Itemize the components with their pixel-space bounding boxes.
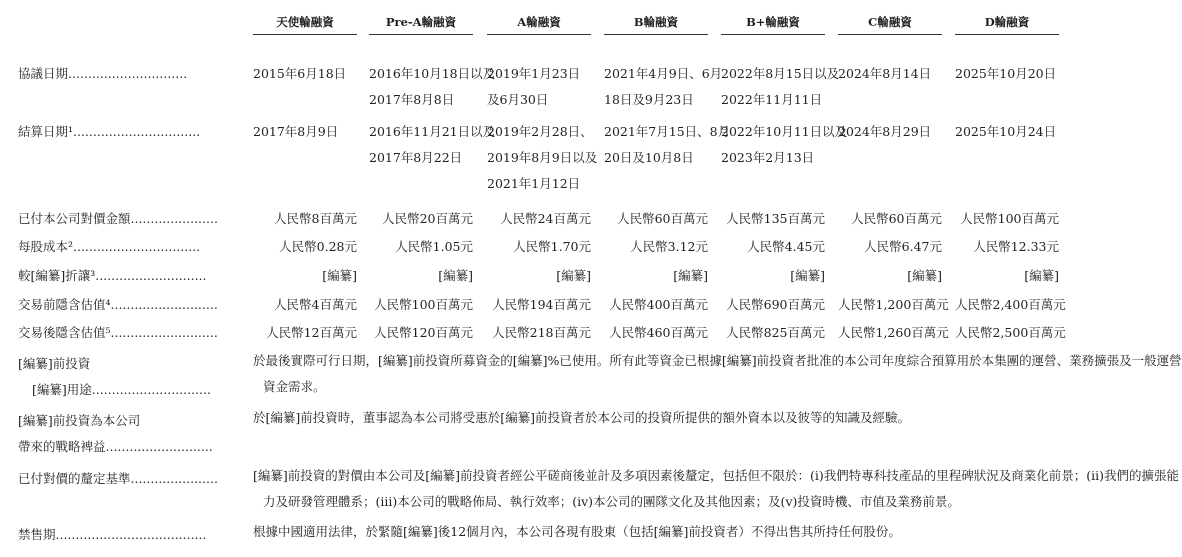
table-cell: 人民幣20百萬元 — [382, 211, 473, 226]
table-cell: 人民幣1.70元 — [513, 239, 591, 254]
row-label — [18, 351, 250, 403]
cell-line: 2024年8月29日 — [838, 124, 932, 139]
cell-line: 18日及9月23日 — [604, 92, 694, 107]
row-label-line: 較[編纂]折讓³............................ — [18, 268, 207, 283]
row-label — [18, 408, 250, 460]
cell-line: 2015年6月18日 — [253, 66, 347, 81]
cell-line: 2017年8月9日 — [253, 124, 339, 139]
table-cell — [487, 61, 591, 113]
row-label-line: 每股成本²................................ — [18, 239, 201, 254]
row-label-line: [編纂]前投資為本公司 — [18, 413, 141, 428]
row-label — [18, 209, 250, 229]
row-label — [18, 466, 250, 492]
table-cell: 人民幣6.47元 — [864, 239, 942, 254]
table-cell — [721, 61, 840, 113]
table-cell: [編纂] — [322, 268, 357, 283]
row-label-line: 已付對價的釐定基準...................... — [18, 471, 218, 486]
table-cell: 人民幣8百萬元 — [274, 211, 357, 226]
table-cell: 人民幣4百萬元 — [274, 297, 357, 312]
row-label — [18, 64, 250, 84]
table-cell — [838, 61, 942, 87]
table-cell — [721, 119, 848, 171]
row-label-line: 已付本公司對價金額...................... — [18, 211, 218, 226]
row-description — [253, 463, 1180, 515]
row-label-line: [編纂]前投資 — [18, 356, 91, 371]
cell-line: 2019年2月28日、 — [487, 124, 593, 139]
description-line: 力及研發管理體系；(iii)本公司的戰略佈局、執行效率；(iv)本公司的團隊文化及其他因素；及(v)投資時機、市值及業務前景。 — [263, 494, 960, 509]
table-cell — [604, 119, 731, 171]
row-label-line: 交易前隱含估值⁴........................... — [18, 297, 218, 312]
cell-line: 2022年8月15日以及 — [721, 66, 840, 81]
column-header: C輪融資 — [838, 12, 942, 35]
table-cell: 人民幣690百萬元 — [726, 297, 825, 312]
cell-line: 2021年4月9日、6月 — [604, 66, 723, 81]
table-cell: [編纂] — [1024, 268, 1059, 283]
table-cell: 人民幣4.45元 — [747, 239, 825, 254]
table-cell: 人民幣2,400百萬元 — [955, 297, 1066, 312]
row-label-line: 帶來的戰略裨益........................... — [18, 439, 213, 454]
table-cell: 人民幣100百萬元 — [374, 297, 473, 312]
row-label-line: 結算日期¹................................ — [18, 124, 201, 139]
row-description — [253, 348, 1182, 400]
table-cell — [253, 119, 357, 145]
cell-line: 2022年11月11日 — [721, 92, 823, 107]
row-label-line: [編纂]用途.............................. — [32, 382, 211, 397]
cell-line: 2024年8月14日 — [838, 66, 932, 81]
cell-line: 2019年1月23日 — [487, 66, 581, 81]
row-label — [18, 237, 250, 257]
row-label-line: 協議日期.............................. — [18, 66, 188, 81]
description-line: 於最後實際可行日期，[編纂]前投資所募資金的[編纂]%已使用。所有此等資金已根據[編纂]前投資者批准的本公司年度綜合預算用於本集團的運營、業務擴張及一般運營 — [253, 353, 1182, 368]
table-cell: 人民幣1.05元 — [395, 239, 473, 254]
table-cell: 人民幣400百萬元 — [609, 297, 708, 312]
table-cell: [編纂] — [673, 268, 708, 283]
table-cell — [955, 61, 1059, 87]
cell-line: 2022年10月11日以及 — [721, 124, 848, 139]
table-cell: 人民幣12百萬元 — [266, 325, 357, 340]
row-label — [18, 522, 250, 548]
table-cell: 人民幣825百萬元 — [726, 325, 825, 340]
cell-line: 及6月30日 — [487, 92, 549, 107]
table-cell — [604, 61, 723, 113]
row-label — [18, 323, 250, 343]
column-header: A輪融資 — [487, 12, 591, 35]
table-cell — [955, 119, 1059, 145]
description-line: 於[編纂]前投資時，董事認為本公司將受惠於[編纂]前投資者於本公司的投資所提供的額外資本以及彼等的知識及經驗。 — [253, 410, 911, 425]
column-header: 天使輪融資 — [253, 12, 357, 35]
table-cell: [編纂] — [556, 268, 591, 283]
description-line: 根據中國適用法律，於緊隨[編纂]後12個月內，本公司各現有股東（包括[編纂]前投資者）不得出售其所持任何股份。 — [253, 524, 901, 539]
table-cell: 人民幣460百萬元 — [609, 325, 708, 340]
cell-line: 2023年2月13日 — [721, 150, 815, 165]
table-cell: 人民幣100百萬元 — [960, 211, 1059, 226]
cell-line: 2025年10月20日 — [955, 66, 1057, 81]
row-label-line: 禁售期...................................... — [18, 527, 207, 542]
table-cell: [編纂] — [790, 268, 825, 283]
cell-line: 2016年10月18日以及 — [369, 66, 496, 81]
table-cell: 人民幣3.12元 — [630, 239, 708, 254]
column-header: B輪融資 — [604, 12, 708, 35]
cell-line: 2019年8月9日以及 — [487, 150, 598, 165]
table-cell: 人民幣24百萬元 — [500, 211, 591, 226]
description-line: [編纂]前投資的對價由本公司及[編纂]前投資者經公平磋商後並計及多項因素後釐定，包括但不限於：(i)我們特專科技產品的里程碑狀況及商業化前景；(ii)我們的擴張能 — [253, 468, 1180, 483]
table-cell — [369, 61, 496, 113]
table-cell: [編纂] — [438, 268, 473, 283]
row-label — [18, 122, 250, 142]
column-header: B+輪融資 — [721, 12, 825, 35]
cell-line: 2017年8月22日 — [369, 150, 463, 165]
table-cell: [編纂] — [907, 268, 942, 283]
cell-line: 2021年7月15日、8月 — [604, 124, 731, 139]
row-label-line: 交易後隱含估值⁵........................... — [18, 325, 218, 340]
row-label — [18, 266, 250, 286]
table-cell: 人民幣120百萬元 — [374, 325, 473, 340]
column-header: D輪融資 — [955, 12, 1059, 35]
table-cell: 人民幣218百萬元 — [492, 325, 591, 340]
row-description — [253, 405, 1059, 431]
cell-line: 20日及10月8日 — [604, 150, 694, 165]
table-cell — [838, 119, 942, 145]
description-line: 資金需求。 — [263, 379, 326, 394]
cell-line: 2017年8月8日 — [369, 92, 455, 107]
table-cell — [487, 119, 598, 197]
column-header: Pre-A輪融資 — [369, 12, 473, 35]
cell-line: 2025年10月24日 — [955, 124, 1057, 139]
table-cell: 人民幣0.28元 — [279, 239, 357, 254]
row-label — [18, 295, 250, 315]
table-cell: 人民幣194百萬元 — [492, 297, 591, 312]
table-cell — [369, 119, 496, 171]
table-cell: 人民幣2,500百萬元 — [955, 325, 1066, 340]
table-cell: 人民幣1,260百萬元 — [838, 325, 949, 340]
table-cell — [253, 61, 357, 87]
cell-line: 2021年1月12日 — [487, 176, 581, 191]
cell-line: 2016年11月21日以及 — [369, 124, 496, 139]
table-cell: 人民幣60百萬元 — [617, 211, 708, 226]
row-description — [253, 519, 1059, 545]
table-cell: 人民幣135百萬元 — [726, 211, 825, 226]
table-cell: 人民幣12.33元 — [973, 239, 1059, 254]
table-cell: 人民幣60百萬元 — [851, 211, 942, 226]
table-cell: 人民幣1,200百萬元 — [838, 297, 949, 312]
